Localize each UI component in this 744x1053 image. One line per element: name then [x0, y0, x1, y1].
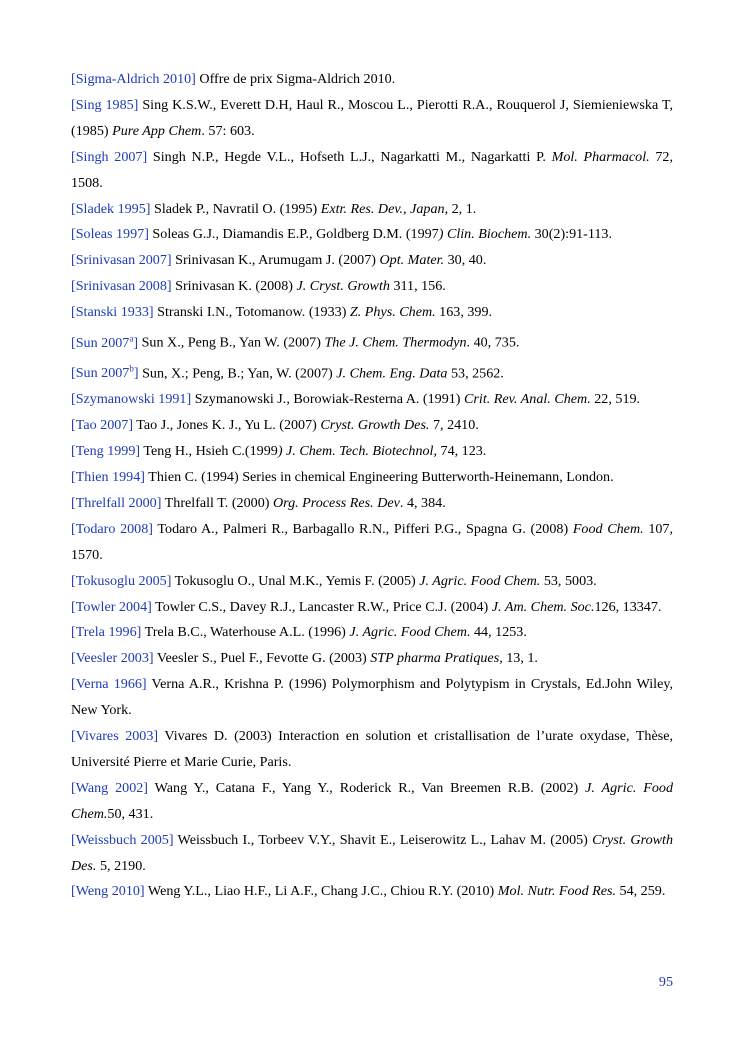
reference-text: 7, 2410. — [429, 417, 479, 434]
citation-key — [71, 365, 139, 381]
citation-key — [71, 443, 140, 459]
reference-entry — [71, 879, 673, 905]
citation-key-close: ] — [133, 334, 139, 351]
citation-key — [71, 883, 145, 899]
citation-key-text: [Szymanowski 1991] — [71, 391, 192, 408]
journal-title: Z. Phys. Chem. — [349, 304, 436, 321]
reference-entry — [71, 439, 673, 465]
reference-text: 53, 5003. — [540, 572, 597, 589]
journal-title: J. Am. Chem. Soc. — [491, 598, 595, 615]
reference-text: 163, 399. — [435, 304, 493, 321]
journal-title: Mol. Pharmacol. — [551, 148, 650, 165]
citation-key-text: [Threlfall 2000] — [71, 494, 162, 511]
citation-key — [71, 304, 154, 320]
reference-entry — [71, 724, 673, 776]
reference-text: , 74, 123. — [433, 443, 487, 460]
reference-entry — [71, 413, 673, 439]
citation-key — [71, 650, 154, 666]
reference-entry — [71, 326, 673, 357]
reference-text: 30(2):91-113. — [531, 226, 613, 243]
citation-key-text: [Veesler 2003] — [71, 650, 154, 667]
reference-text: Sing K.S.W., Everett D.H, Haul R., Moscou L., Pierotti R.A., Rouquerol J, Siemieniewska T, (1985) — [71, 96, 673, 139]
citation-key-text: [Sladek 1995] — [71, 200, 151, 217]
reference-text: Srinivasan K., Arumugam J. (2007) — [171, 252, 380, 269]
journal-title: Cryst. Growth Des. — [320, 417, 430, 434]
reference-entry — [71, 465, 673, 491]
reference-entry — [71, 197, 673, 223]
journal-title: The J. Chem. Thermodyn — [324, 334, 467, 351]
reference-text: . 40, 735. — [466, 334, 520, 351]
journal-title: J. Chem. Eng. Data — [336, 365, 448, 382]
reference-text: , 13, 1. — [499, 650, 538, 667]
reference-entry — [71, 491, 673, 517]
citation-key-text: [Todaro 2008] — [71, 520, 153, 537]
journal-title: J. Agric. Food Chem. — [71, 779, 673, 822]
citation-key-text: [Teng 1999] — [71, 443, 141, 460]
reference-list — [71, 67, 673, 905]
reference-entry — [71, 595, 673, 621]
citation-key-text: [Vivares 2003] — [71, 728, 159, 745]
journal-title: J. Agric. Food Chem. — [349, 624, 471, 641]
journal-title: Food Chem. — [572, 520, 644, 537]
citation-key — [71, 599, 152, 615]
reference-entry — [71, 274, 673, 300]
citation-key — [71, 278, 172, 294]
citation-key-text: [Srinivasan 2008] — [71, 278, 172, 295]
reference-entry — [71, 67, 673, 93]
journal-title: Opt. Mater. — [379, 252, 445, 269]
reference-text: Todaro A., Palmeri R., Barbagallo R.N., Pifferi P.G., Spagna G. (2008) — [152, 520, 573, 537]
citation-key-text: [Sun 2007 — [71, 365, 130, 382]
reference-text: 72, 1508. — [71, 148, 673, 191]
citation-key-text: [Sing 1985] — [71, 96, 139, 113]
reference-text: Vivares D. (2003) Interaction en solution et cristallisation de l’urate oxydase, Thèse, Université Pierre et Marie Curie, Paris. — [71, 728, 673, 770]
reference-text: Weng Y.L., Liao H.F., Li A.F., Chang J.C., Chiou R.Y. (2010) — [144, 883, 498, 900]
reference-text: Sun X., Peng B., Yan W. (2007) — [138, 334, 325, 351]
reference-text: 44, 1253. — [470, 624, 527, 641]
reference-text: Towler C.S., Davey R.J., Lancaster R.W., Price C.J. (2004) — [151, 598, 492, 615]
citation-key-text: [Wang 2002] — [71, 779, 148, 796]
citation-key — [71, 521, 153, 537]
reference-entry — [71, 828, 673, 880]
journal-title: Org. Process Res. Dev — [272, 494, 400, 511]
citation-key — [71, 417, 133, 433]
reference-text: 126, 13347. — [594, 598, 662, 615]
journal-title: Crit. Rev. Anal. Chem. — [464, 391, 591, 408]
citation-key — [71, 780, 148, 796]
citation-key-text: [Srinivasan 2007] — [71, 252, 172, 269]
reference-text: Veesler S., Puel F., Fevotte G. (2003) — [153, 650, 371, 667]
citation-key — [71, 391, 191, 407]
citation-key — [71, 226, 149, 242]
reference-text: 5, 2190. — [96, 857, 146, 874]
citation-key — [71, 149, 147, 165]
reference-text: Teng H., Hsieh C.(1999 — [140, 443, 278, 460]
citation-key-text: [Trela 1996] — [71, 624, 142, 641]
page-number: 95 — [658, 974, 673, 990]
reference-text: Thien C. (1994) Series in chemical Engineering Butterworth-Heinemann, London. — [144, 468, 614, 485]
journal-title: Extr. Res. Dev., Japan — [320, 200, 445, 217]
reference-entry — [71, 776, 673, 828]
reference-text: Sun, X.; Peng, B.; Yan, W. (2007) — [138, 365, 337, 382]
reference-text: 30, 40. — [444, 252, 487, 269]
reference-entry — [71, 357, 673, 388]
journal-title: Pure App Chem — [112, 122, 202, 139]
reference-entry — [71, 387, 673, 413]
reference-text: 54, 259. — [616, 883, 666, 900]
reference-text: Threlfall T. (2000) — [161, 494, 273, 511]
reference-entry — [71, 646, 673, 672]
citation-key-text: [Sigma-Aldrich 2010] — [71, 71, 196, 87]
reference-text: . 4, 384. — [399, 494, 446, 511]
citation-key-text: [Sun 2007 — [71, 334, 130, 351]
citation-key — [71, 252, 172, 268]
citation-key — [71, 335, 138, 351]
reference-entry — [71, 248, 673, 274]
citation-key — [71, 201, 150, 217]
journal-title: J. Cryst. Growth — [296, 278, 390, 295]
journal-title: Cryst. Growth Des. — [71, 831, 673, 874]
reference-text: Wang Y., Catana F., Yang Y., Roderick R., Van Breemen R.B. (2002) — [147, 779, 586, 796]
reference-text: 107, 1570. — [71, 520, 673, 563]
reference-entry — [71, 145, 673, 197]
reference-text: Singh N.P., Hegde V.L., Hofseth L.J., Nagarkatti M., Nagarkatti P. — [147, 148, 552, 165]
reference-text: . 57: 603. — [201, 122, 255, 139]
citation-key-text: [Verna 1966] — [71, 676, 147, 693]
citation-key — [71, 97, 138, 113]
citation-key-text: [Singh 2007] — [71, 148, 148, 165]
citation-key-close: ] — [133, 365, 139, 382]
citation-key — [71, 676, 147, 692]
reference-text: 22, 519. — [590, 391, 641, 408]
citation-key — [71, 832, 174, 848]
reference-entry — [71, 517, 673, 569]
citation-key-superscript: a — [129, 333, 134, 344]
reference-text: Soleas G.J., Diamandis E.P., Goldberg D.M. (1997 — [148, 226, 439, 243]
reference-entry — [71, 300, 673, 326]
reference-entry — [71, 620, 673, 646]
citation-key-superscript: b — [129, 363, 134, 374]
reference-text: Tao J., Jones K. J., Yu L. (2007) — [133, 417, 321, 434]
citation-key — [71, 495, 161, 511]
reference-text: 53, 2562. — [447, 365, 504, 382]
reference-text: Tokusoglu O., Unal M.K., Yemis F. (2005) — [171, 572, 420, 589]
journal-title: Mol. Nutr. Food Res. — [497, 883, 617, 900]
journal-title: ) J. Chem. Tech. Biotechnol — [277, 443, 434, 460]
citation-key-text: [Thien 1994] — [71, 468, 145, 485]
citation-key — [71, 624, 141, 640]
citation-key — [71, 469, 145, 485]
reference-text: Stranski I.N., Totomanow. (1933) — [153, 304, 350, 321]
journal-title: STP pharma Pratiques — [370, 650, 500, 667]
citation-key-text: [Soleas 1997] — [71, 226, 149, 243]
citation-key-text: [Tao 2007] — [71, 417, 134, 434]
citation-key-text: [Weng 2010] — [71, 883, 145, 900]
reference-text: 311, 156. — [389, 278, 446, 295]
citation-key-text: [Stanski 1933] — [71, 304, 154, 321]
reference-text: 50, 431. — [107, 805, 154, 822]
reference-text: Sladek P., Navratil O. (1995) — [150, 200, 321, 217]
reference-text: Weissbuch I., Torbeev V.Y., Shavit E., Leiserowitz L., Lahav M. (2005) — [173, 831, 593, 848]
citation-key-text: [Weissbuch 2005] — [71, 831, 174, 848]
reference-text: Szymanowski J., Borowiak-Resterna A. (1991) — [191, 391, 465, 408]
journal-title: ) Clin. Biochem. — [438, 226, 532, 243]
citation-key — [71, 573, 171, 589]
reference-text: , 2, 1. — [444, 200, 477, 217]
reference-text: Verna A.R., Krishna P. (1996) Polymorphism and Polytypism in Crystals, Ed.John Wiley, New York. — [71, 676, 674, 719]
reference-entry — [71, 93, 673, 145]
citation-key-text: [Towler 2004] — [71, 598, 152, 615]
journal-title: J. Agric. Food Chem. — [419, 572, 541, 589]
reference-entry — [71, 569, 673, 595]
citation-key — [71, 728, 158, 744]
reference-entry — [71, 222, 673, 248]
reference-text: Offre de prix Sigma-Aldrich 2010. — [195, 71, 396, 87]
citation-key-text: [Tokusoglu 2005] — [71, 572, 172, 589]
citation-key — [71, 71, 196, 87]
reference-text: Srinivasan K. (2008) — [171, 278, 297, 295]
reference-text: Trela B.C., Waterhouse A.L. (1996) — [141, 624, 350, 641]
reference-entry — [71, 672, 673, 724]
